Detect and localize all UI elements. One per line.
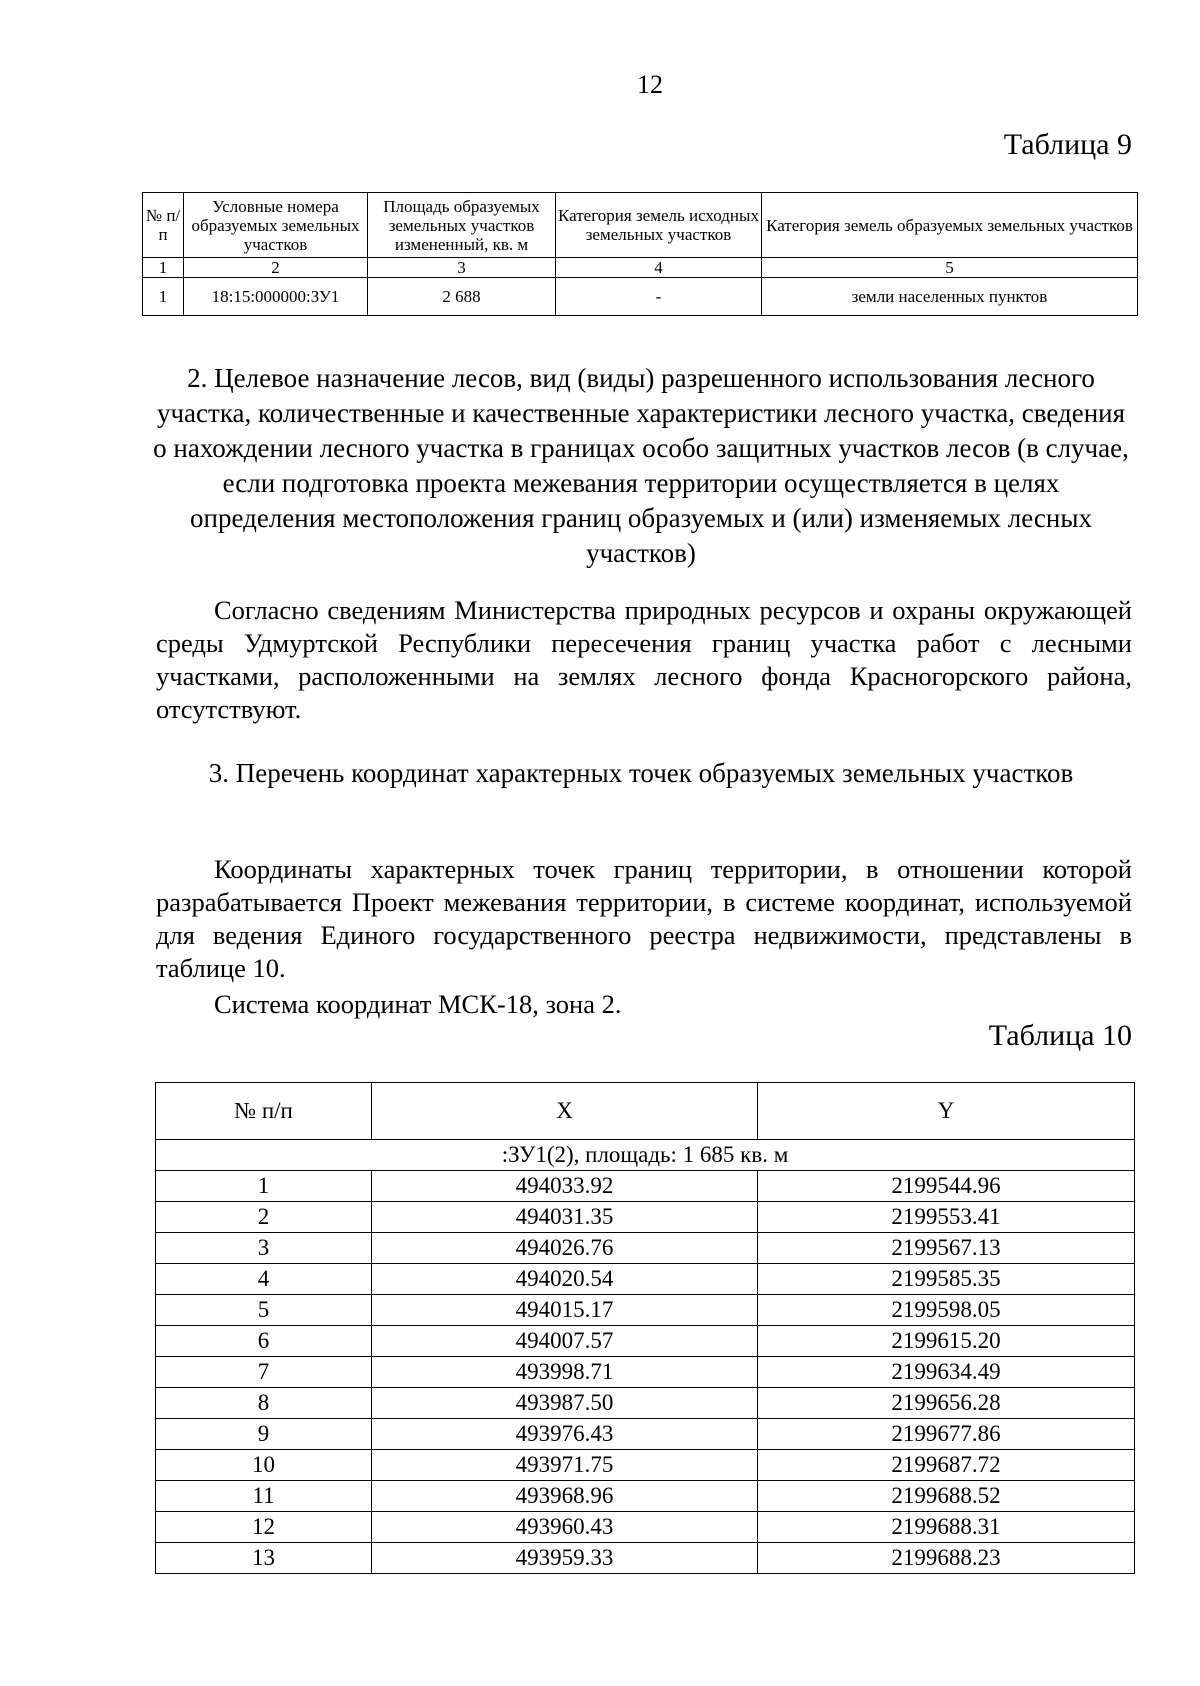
table9-header: Категория земель образуемых земельных участков (762, 193, 1138, 258)
table9-col-number: 2 (184, 258, 368, 278)
table-row (156, 1388, 1135, 1419)
table-row (156, 1171, 1135, 1202)
table10-header: X (372, 1083, 758, 1140)
table-row (156, 1512, 1135, 1543)
table10-cell: 4 (156, 1264, 372, 1295)
table9-header: Категория земель исходных земельных участков (556, 193, 762, 258)
table10-cell: 2199688.31 (758, 1512, 1135, 1543)
table9-header: Площадь образуемых земельных участков измененный, кв. м (368, 193, 556, 258)
table10-cell: 493976.43 (372, 1419, 758, 1450)
table10-cell: 2199615.20 (758, 1326, 1135, 1357)
page-number: 12 (637, 70, 663, 99)
table10-cell: 2199688.52 (758, 1481, 1135, 1512)
table-row (156, 1264, 1135, 1295)
table10-caption: Таблица 10 (988, 1019, 1132, 1052)
table9-cell: - (556, 278, 762, 316)
table9 (142, 192, 1138, 316)
table9-cell: 2 688 (368, 278, 556, 316)
table10-cell: 2199567.13 (758, 1233, 1135, 1264)
section2-heading: 2. Целевое назначение лесов, вид (виды) разрешенного использования лесного участка, количественные и качественные характеристики лесного участка, сведения о нахождении лесного участка в границах особо защитных участков лесов (в случае, если подготовка проекта межевания территории осуществляется в целях определения местоположения границ образуемых и (или) изменяемых лесных участков) (153, 363, 1129, 568)
table10 (155, 1082, 1135, 1574)
table10-cell: 2199687.72 (758, 1450, 1135, 1481)
table10-cell: 494015.17 (372, 1295, 758, 1326)
table-row (156, 1450, 1135, 1481)
table9-header: Условные номера образуемых земельных участков (184, 193, 368, 258)
table10-cell: 2199688.23 (758, 1543, 1135, 1574)
table10-cell: 493968.96 (372, 1481, 758, 1512)
table10-cell: 493987.50 (372, 1388, 758, 1419)
table10-cell: 494007.57 (372, 1326, 758, 1357)
table10-cell: 493971.75 (372, 1450, 758, 1481)
table10-cell: 2199634.49 (758, 1357, 1135, 1388)
table10-cell: 493998.71 (372, 1357, 758, 1388)
table10-cell: 3 (156, 1233, 372, 1264)
table10-cell: 9 (156, 1419, 372, 1450)
table10-header: № п/п (156, 1083, 372, 1140)
table10-cell: 8 (156, 1388, 372, 1419)
table10-cell: 493959.33 (372, 1543, 758, 1574)
table-row (156, 1419, 1135, 1450)
table9-header: № п/п (143, 193, 184, 258)
table10-cell: 2 (156, 1202, 372, 1233)
table10-body (156, 1171, 1135, 1574)
table10-cell: 5 (156, 1295, 372, 1326)
table10-group-row: :ЗУ1(2), площадь: 1 685 кв. м (156, 1140, 1135, 1171)
table10-cell: 13 (156, 1543, 372, 1574)
table10-cell: 494033.92 (372, 1171, 758, 1202)
table9-cell: земли населенных пунктов (762, 278, 1138, 316)
table10-cell: 2199544.96 (758, 1171, 1135, 1202)
table10-cell: 1 (156, 1171, 372, 1202)
table10-header: Y (758, 1083, 1135, 1140)
table-row (156, 1295, 1135, 1326)
table10-cell: 7 (156, 1357, 372, 1388)
table10-cell: 10 (156, 1450, 372, 1481)
table10-cell: 2199677.86 (758, 1419, 1135, 1450)
table9-col-number: 3 (368, 258, 556, 278)
table-row (156, 1543, 1135, 1574)
table10-cell: 6 (156, 1326, 372, 1357)
table10-cell: 12 (156, 1512, 372, 1543)
table10-cell: 494026.76 (372, 1233, 758, 1264)
table10-cell: 493960.43 (372, 1512, 758, 1543)
table-row (156, 1481, 1135, 1512)
table-row (156, 1357, 1135, 1388)
table-row (156, 1326, 1135, 1357)
section3-heading: 3. Перечень координат характерных точек образуемых земельных участков (208, 758, 1074, 788)
table9-caption: Таблица 9 (1003, 128, 1132, 161)
table10-cell: 11 (156, 1481, 372, 1512)
section3-paragraph: Координаты характерных точек границ территории, в отношении которой разрабатывается Проект межевания территории, в системе координат, используемой для ведения Единого государственного реестра недвижимости, представлены в таблице 10. (156, 854, 1132, 983)
table-row (156, 1233, 1135, 1264)
table10-cell: 494020.54 (372, 1264, 758, 1295)
table9-cell: 18:15:000000:ЗУ1 (184, 278, 368, 316)
table-row (156, 1202, 1135, 1233)
table9-cell: 1 (143, 278, 184, 316)
table10-cell: 494031.35 (372, 1202, 758, 1233)
table9-col-number: 4 (556, 258, 762, 278)
table9-col-number: 1 (143, 258, 184, 278)
section2-paragraph: Согласно сведениям Министерства природных ресурсов и охраны окружающей среды Удмуртской Республики пересечения границ участка работ с лесными участками, расположенными на землях лесного фонда Красногорского района, отсутствуют. (156, 595, 1132, 724)
table10-cell: 2199585.35 (758, 1264, 1135, 1295)
table10-cell: 2199656.28 (758, 1388, 1135, 1419)
table10-cell: 2199553.41 (758, 1202, 1135, 1233)
table10-cell: 2199598.05 (758, 1295, 1135, 1326)
table9-col-number: 5 (762, 258, 1138, 278)
coordinate-system-note: Система координат МСК-18, зона 2. (214, 989, 622, 1019)
